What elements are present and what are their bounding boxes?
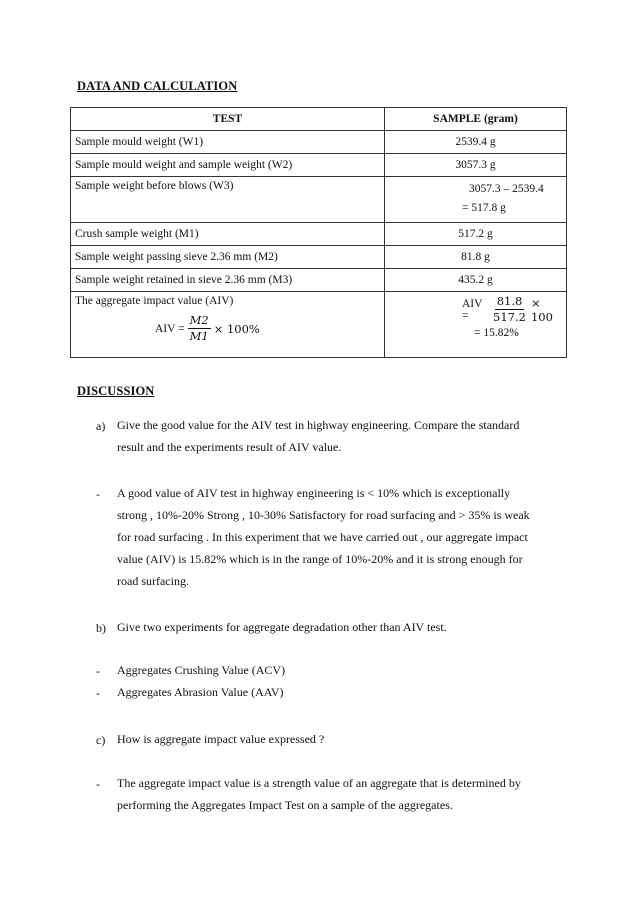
answer-a-line: strong , 10%-20% Strong , 10-30% Satisfactory for road surfacing and > 35% is weak <box>117 508 530 522</box>
answer-a-line: A good value of AIV test in highway engineering is < 10% which is exceptionally <box>117 486 511 500</box>
question-a-label: a) <box>96 419 106 433</box>
answer-b-bullet: - <box>96 664 100 678</box>
data-calculation-heading: DATA AND CALCULATION <box>77 79 238 93</box>
answer-c-line: The aggregate impact value is a strength value of an aggregate that is determined by <box>117 776 521 790</box>
aiv-formula-rhs: × 100% <box>213 321 260 336</box>
question-c-label: c) <box>96 733 106 747</box>
aiv-label: The aggregate impact value (AIV) <box>75 295 234 307</box>
answer-a-line: value (AIV) is 15.82% which is in the range of 10%-20% and it is strong enough for <box>117 552 523 566</box>
row-test-cell: Sample weight before blows (W3) <box>71 177 385 223</box>
w3-result: = 517.8 g <box>462 202 506 214</box>
question-a-line: Give the good value for the AIV test in highway engineering. Compare the standard <box>117 418 520 432</box>
aiv-calc-fraction <box>491 294 528 325</box>
row-test-cell: Sample weight retained in sieve 2.36 mm (M3) <box>71 269 385 292</box>
aiv-calc <box>462 294 562 325</box>
row-sample-cell: 435.2 g <box>385 269 567 292</box>
answer-a-line: for road surfacing . In this experiment that we have carried out , our aggregate impact <box>117 530 528 544</box>
table-header-row <box>71 108 567 131</box>
table-row-aiv <box>71 292 567 358</box>
question-b-label: b) <box>96 621 106 635</box>
discussion-heading: DISCUSSION <box>77 384 155 398</box>
header-test: TEST <box>71 108 385 131</box>
aiv-test-cell <box>71 292 385 358</box>
question-c-text: How is aggregate impact value expressed ? <box>117 732 325 746</box>
aiv-calc-rhs: × 100 <box>530 295 553 324</box>
aiv-formula-lhs: AIV = <box>155 322 185 335</box>
answer-b-item: Aggregates Crushing Value (ACV) <box>117 663 286 677</box>
answer-a-line: road surfacing. <box>117 574 189 588</box>
table-row <box>71 269 567 292</box>
table-row <box>71 246 567 269</box>
table-row <box>71 131 567 154</box>
table-row <box>71 154 567 177</box>
aiv-formula-numerator: M2 <box>189 313 209 327</box>
question-a-line: result and the experiments result of AIV value. <box>117 440 342 454</box>
aiv-sample-cell <box>385 292 567 358</box>
row-test-cell: Crush sample weight (M1) <box>71 223 385 246</box>
row-sample-cell: 2539.4 g <box>385 131 567 154</box>
header-sample: SAMPLE (gram) <box>385 108 567 131</box>
question-b-text: Give two experiments for aggregate degradation other than AIV test. <box>117 620 447 634</box>
aiv-formula-denominator: M1 <box>189 329 209 343</box>
aiv-calc-denominator: 517.2 <box>493 310 526 324</box>
aiv-calc-numerator: 81.8 <box>496 294 523 308</box>
row-test-cell: Sample mould weight (W1) <box>71 131 385 154</box>
table-row <box>71 177 567 223</box>
row-test-cell: Sample mould weight and sample weight (W2) <box>71 154 385 177</box>
aiv-result: = 15.82% <box>474 327 519 339</box>
answer-b-item: Aggregates Abrasion Value (AAV) <box>117 685 284 699</box>
table-row <box>71 223 567 246</box>
row-sample-cell: 517.2 g <box>385 223 567 246</box>
aiv-calc-lhs: AIV = <box>462 297 483 322</box>
answer-a-bullet: - <box>96 487 100 501</box>
answer-b-bullet: - <box>96 686 100 700</box>
answer-c-line: performing the Aggregates Impact Test on a sample of the aggregates. <box>117 798 453 812</box>
data-table <box>70 107 567 358</box>
row-sample-cell: 81.8 g <box>385 246 567 269</box>
aiv-formula <box>155 313 380 344</box>
w3-expression: 3057.3 – 2539.4 <box>469 183 544 195</box>
answer-c-bullet: - <box>96 777 100 791</box>
row-sample-cell <box>385 177 567 223</box>
row-sample-cell: 3057.3 g <box>385 154 567 177</box>
aiv-formula-fraction <box>188 313 211 344</box>
row-test-cell: Sample weight passing sieve 2.36 mm (M2) <box>71 246 385 269</box>
